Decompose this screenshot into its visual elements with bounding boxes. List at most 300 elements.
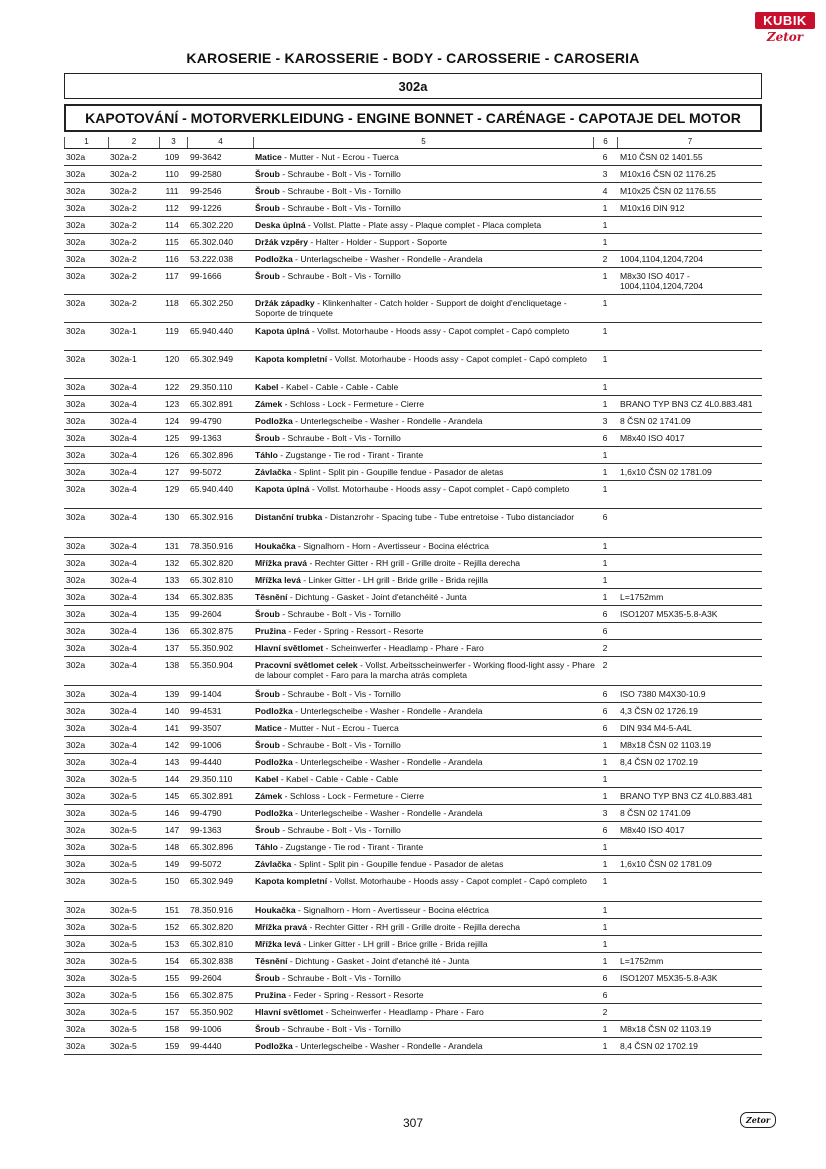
cell-description (255, 592, 595, 602)
cell-description (255, 740, 595, 750)
cell-description (255, 237, 595, 247)
description-translations: - Vollst. Motorhaube - Hoods assy - Capot complet - Capó completo (327, 876, 587, 886)
cell-quantity: 1 (602, 354, 608, 364)
cell-c4: 65.302.250 (190, 298, 234, 308)
cell-c1: 302a (66, 1041, 86, 1051)
cell-c4: 65.302.891 (190, 399, 234, 409)
cell-c4: 99-1363 (190, 825, 222, 835)
cell-note: M8x40 ISO 4017 (620, 433, 685, 443)
cell-note: 1,6x10 ČSN 02 1781.09 (620, 859, 712, 869)
cell-description (255, 643, 595, 653)
cell-c2: 302a-4 (110, 512, 137, 522)
description-translations: - Kabel - Cable - Cable - Cable (278, 774, 399, 784)
description-translations: - Vollst. Motorhaube - Hoods assy - Capot complet - Capó completo (327, 354, 587, 364)
description-main: Táhlo (255, 842, 278, 852)
cell-c4: 65.302.875 (190, 990, 234, 1000)
table-row (64, 183, 762, 200)
cell-quantity: 6 (602, 706, 608, 716)
cell-c4: 99-3642 (190, 152, 222, 162)
cell-description (255, 450, 595, 460)
cell-quantity: 1 (602, 905, 608, 915)
column-number: 7 (617, 137, 762, 148)
cell-c4: 29.350.110 (190, 382, 233, 392)
description-translations: - Schraube - Bolt - Vis - Tornillo (279, 433, 401, 443)
cell-quantity: 1 (602, 484, 608, 494)
cell-description (255, 558, 595, 568)
cell-c3: 151 (164, 905, 180, 915)
cell-c2: 302a-4 (110, 643, 137, 653)
cell-c1: 302a (66, 382, 86, 392)
description-translations: - Rechter Gitter - RH grill - Grille droite - Rejilla derecha (307, 558, 521, 568)
cell-quantity: 1 (602, 791, 608, 801)
cell-c1: 302a (66, 825, 86, 835)
description-main: Podložka (255, 706, 293, 716)
description-main: Zámek (255, 399, 283, 409)
cell-c3: 139 (164, 689, 180, 699)
table-row (64, 234, 762, 251)
description-translations: - Signalhorn - Horn - Avertisseur - Bocina eléctrica (295, 541, 489, 551)
description-translations: - Unterlegscheibe - Washer - Rondelle - Arandela (292, 1041, 483, 1051)
cell-note: M10x16 DIN 912 (620, 203, 685, 213)
description-translations: - Schraube - Bolt - Vis - Tornillo (279, 825, 401, 835)
cell-c1: 302a (66, 1007, 86, 1017)
table-row (64, 251, 762, 268)
cell-c2: 302a-4 (110, 706, 137, 716)
cell-description (255, 1007, 595, 1017)
cell-c2: 302a-4 (110, 740, 137, 750)
description-translations: - Splint - Split pin - Goupille fendue - Pasador de aletas (291, 859, 504, 869)
cell-c2: 302a-2 (110, 203, 137, 213)
cell-quantity: 1 (602, 467, 608, 477)
description-main: Kapota kompletní (255, 354, 328, 364)
cell-c1: 302a (66, 326, 86, 336)
cell-quantity: 1 (602, 450, 608, 460)
description-main: Matice (255, 723, 282, 733)
description-main: Mřížka pravá (255, 558, 308, 568)
cell-note: 1004,1104,1204,7204 (620, 254, 703, 264)
cell-c3: 157 (164, 1007, 180, 1017)
page-title: KAROSERIE - KAROSSERIE - BODY - CAROSSERIE - CAROSERIA (186, 50, 640, 66)
cell-c4: 65.940.440 (190, 326, 234, 336)
cell-c3: 119 (165, 326, 179, 336)
cell-quantity: 1 (602, 237, 608, 247)
description-translations: - Schraube - Bolt - Vis - Tornillo (279, 1024, 401, 1034)
cell-c4: 99-1226 (190, 203, 222, 213)
cell-c2: 302a-4 (110, 541, 137, 551)
cell-description (255, 399, 595, 409)
cell-c3: 134 (164, 592, 180, 602)
cell-c1: 302a (66, 271, 86, 281)
cell-c4: 55.350.904 (190, 660, 234, 670)
cell-quantity: 1 (602, 575, 608, 585)
cell-c1: 302a (66, 905, 86, 915)
cell-quantity: 6 (602, 609, 608, 619)
cell-c3: 127 (164, 467, 180, 477)
cell-c4: 99-2580 (190, 169, 222, 179)
description-translations: - Scheinwerfer - Headlamp - Phare - Faro (323, 643, 484, 653)
description-main: Podložka (255, 416, 293, 426)
cell-c2: 302a-4 (110, 484, 137, 494)
table-row (64, 217, 762, 234)
description-main: Šroub (255, 740, 280, 750)
cell-note: 8 ČSN 02 1741.09 (620, 416, 691, 426)
cell-note: BRANO TYP BN3 CZ 4L0.883.481 (620, 791, 753, 801)
cell-c3: 116 (165, 254, 179, 264)
cell-description (255, 689, 595, 699)
cell-c1: 302a (66, 791, 86, 801)
cell-description (255, 382, 595, 392)
cell-c4: 65.302.916 (190, 512, 234, 522)
description-translations: - Unterlegscheibe - Washer - Rondelle - Arandela (292, 706, 483, 716)
kubik-zetor-logo (755, 12, 815, 48)
cell-quantity: 3 (602, 808, 608, 818)
cell-c4: 99-1006 (190, 1024, 222, 1034)
cell-c2: 302a-5 (110, 859, 137, 869)
cell-c4: 55.350.902 (190, 643, 234, 653)
description-main: Kapota úplná (255, 326, 310, 336)
cell-c3: 153 (164, 939, 180, 949)
description-main: Držák vzpěry (255, 237, 309, 247)
cell-description (255, 1041, 595, 1051)
cell-quantity: 6 (602, 723, 608, 733)
cell-c3: 122 (164, 382, 180, 392)
cell-quantity: 6 (602, 990, 608, 1000)
cell-c3: 130 (164, 512, 180, 522)
description-main: Mřížka levá (255, 939, 301, 949)
cell-note: 8,4 ČSN 02 1702.19 (620, 757, 698, 767)
cell-c3: 138 (164, 660, 180, 670)
description-translations: - Signalhorn - Horn - Avertisseur - Bocina eléctrica (295, 905, 489, 915)
table-row (64, 873, 762, 902)
cell-c1: 302a (66, 973, 86, 983)
cell-c2: 302a-4 (110, 757, 137, 767)
cell-note: M8x40 ISO 4017 (620, 825, 685, 835)
cell-c1: 302a (66, 558, 86, 568)
cell-quantity: 6 (602, 512, 608, 522)
description-main: Závlačka (255, 859, 292, 869)
description-main: Matice (255, 152, 282, 162)
description-main: Šroub (255, 825, 280, 835)
cell-c1: 302a (66, 774, 86, 784)
description-translations: - Unterlegscheibe - Washer - Rondelle - Arandela (292, 757, 483, 767)
cell-c4: 99-2604 (190, 973, 222, 983)
table-row (64, 822, 762, 839)
description-translations: - Vollst. Motorhaube - Hoods assy - Capot complet - Capó completo (309, 326, 570, 336)
column-number: 4 (187, 137, 253, 148)
table-row (64, 538, 762, 555)
cell-c1: 302a (66, 450, 86, 460)
description-main: Houkačka (255, 541, 296, 551)
description-translations: - Schraube - Bolt - Vis - Tornillo (279, 973, 401, 983)
description-main: Distanční trubka (255, 512, 323, 522)
cell-quantity: 1 (602, 382, 608, 392)
cell-note: ISO1207 M5X35-5.8-A3K (620, 609, 718, 619)
table-row (64, 788, 762, 805)
parts-table (64, 149, 762, 1055)
description-main: Podložka (255, 757, 293, 767)
description-main: Šroub (255, 1024, 280, 1034)
description-main: Kapota kompletní (255, 876, 328, 886)
table-row (64, 754, 762, 771)
cell-c2: 302a-1 (110, 354, 137, 364)
cell-c4: 99-4790 (190, 416, 222, 426)
description-main: Deska úplná (255, 220, 306, 230)
cell-quantity: 2 (602, 660, 608, 670)
description-main: Pružina (255, 990, 287, 1000)
cell-c4: 99-5072 (190, 859, 222, 869)
cell-c2: 302a-5 (110, 808, 137, 818)
cell-c3: 154 (164, 956, 180, 966)
cell-description (255, 512, 595, 522)
cell-c2: 302a-4 (110, 416, 137, 426)
cell-note: L=1752mm (620, 956, 664, 966)
cell-c3: 158 (164, 1024, 180, 1034)
table-row (64, 379, 762, 396)
cell-c1: 302a (66, 237, 86, 247)
cell-c4: 65.302.875 (190, 626, 234, 636)
cell-c1: 302a (66, 467, 86, 477)
cell-c4: 99-4440 (190, 757, 222, 767)
cell-c3: 115 (165, 237, 179, 247)
table-row (64, 623, 762, 640)
cell-c1: 302a (66, 220, 86, 230)
cell-c3: 149 (164, 859, 180, 869)
cell-description (255, 467, 595, 477)
description-translations: - Dichtung - Gasket - Joint d'etanché ité - Junta (287, 956, 470, 966)
cell-c4: 99-4790 (190, 808, 222, 818)
cell-note: M8x30 ISO 4017 - 1004,1104,1204,7204 (620, 271, 703, 291)
description-translations: - Mutter - Nut - Ecrou - Tuerca (281, 723, 399, 733)
cell-c1: 302a (66, 152, 86, 162)
cell-description (255, 298, 595, 318)
table-row (64, 606, 762, 623)
cell-description (255, 939, 595, 949)
cell-c4: 99-3507 (190, 723, 222, 733)
zetor-logo-text: Zetor (766, 30, 804, 44)
description-main: Držák západky (255, 298, 315, 308)
cell-note: 1,6x10 ČSN 02 1781.09 (620, 467, 712, 477)
cell-c1: 302a (66, 433, 86, 443)
cell-quantity: 1 (602, 1041, 608, 1051)
description-main: Šroub (255, 169, 280, 179)
table-row (64, 351, 762, 379)
cell-c4: 65.302.810 (190, 939, 234, 949)
description-main: Mřížka levá (255, 575, 301, 585)
cell-c1: 302a (66, 541, 86, 551)
cell-c2: 302a-4 (110, 399, 137, 409)
cell-c1: 302a (66, 512, 86, 522)
cell-quantity: 1 (602, 220, 608, 230)
cell-c2: 302a-5 (110, 990, 137, 1000)
cell-c2: 302a-5 (110, 939, 137, 949)
cell-quantity: 6 (602, 973, 608, 983)
cell-quantity: 6 (602, 152, 608, 162)
cell-c3: 118 (165, 298, 179, 308)
cell-description (255, 825, 595, 835)
description-translations: - Linker Gitter - LH grill - Brice grille - Brida rejilla (300, 939, 488, 949)
cell-description (255, 484, 595, 494)
cell-quantity: 6 (602, 825, 608, 835)
cell-c1: 302a (66, 1024, 86, 1034)
cell-c3: 159 (164, 1041, 180, 1051)
cell-description (255, 876, 595, 886)
table-row (64, 657, 762, 686)
cell-c4: 65.302.810 (190, 575, 234, 585)
cell-quantity: 1 (602, 592, 608, 602)
table-row (64, 464, 762, 481)
cell-c3: 152 (164, 922, 180, 932)
column-number: 6 (593, 137, 617, 148)
section-title: KAPOTOVÁNÍ - MOTORVERKLEIDUNG - ENGINE BONNET - CARÉNAGE - CAPOTAJE DEL MOTOR (64, 104, 762, 132)
cell-quantity: 1 (602, 740, 608, 750)
cell-c2: 302a-5 (110, 905, 137, 915)
cell-c1: 302a (66, 254, 86, 264)
cell-c1: 302a (66, 859, 86, 869)
cell-c2: 302a-2 (110, 237, 137, 247)
cell-c2: 302a-4 (110, 382, 137, 392)
cell-c2: 302a-2 (110, 152, 137, 162)
cell-description (255, 757, 595, 767)
cell-description (255, 660, 595, 680)
description-translations: - Zugstange - Tie rod - Tirant - Tirante (277, 450, 424, 460)
description-main: Pracovní světlomet celek (255, 660, 358, 670)
cell-c4: 65.302.838 (190, 956, 234, 966)
cell-c3: 114 (165, 220, 179, 230)
cell-description (255, 1024, 595, 1034)
table-row (64, 902, 762, 919)
cell-c4: 78.350.916 (190, 541, 234, 551)
cell-c3: 117 (165, 271, 179, 281)
description-main: Šroub (255, 433, 280, 443)
cell-quantity: 1 (602, 298, 608, 308)
table-row (64, 149, 762, 166)
cell-c4: 78.350.916 (190, 905, 234, 915)
cell-description (255, 791, 595, 801)
cell-c1: 302a (66, 592, 86, 602)
cell-quantity: 1 (602, 558, 608, 568)
cell-c1: 302a (66, 706, 86, 716)
column-number: 2 (108, 137, 159, 148)
description-translations: - Schraube - Bolt - Vis - Tornillo (279, 203, 401, 213)
description-main: Šroub (255, 609, 280, 619)
cell-c2: 302a-5 (110, 1024, 137, 1034)
table-row (64, 987, 762, 1004)
description-translations: - Linker Gitter - LH grill - Bride grille - Brida rejilla (300, 575, 489, 585)
description-main: Podložka (255, 1041, 293, 1051)
description-translations: - Schraube - Bolt - Vis - Tornillo (279, 740, 401, 750)
cell-note: M10 ČSN 02 1401.55 (620, 152, 703, 162)
cell-quantity: 1 (602, 859, 608, 869)
cell-description (255, 220, 595, 230)
cell-c2: 302a-5 (110, 1041, 137, 1051)
cell-c3: 126 (164, 450, 180, 460)
column-number-header (64, 137, 762, 149)
cell-quantity: 2 (602, 254, 608, 264)
cell-c2: 302a-2 (110, 254, 137, 264)
cell-c3: 142 (164, 740, 180, 750)
cell-c2: 302a-4 (110, 558, 137, 568)
description-main: Pružina (255, 626, 287, 636)
cell-c4: 65.940.440 (190, 484, 234, 494)
description-translations: - Schraube - Bolt - Vis - Tornillo (279, 689, 401, 699)
cell-c4: 99-4531 (190, 706, 222, 716)
cell-c1: 302a (66, 186, 86, 196)
cell-c1: 302a (66, 808, 86, 818)
cell-quantity: 1 (602, 326, 608, 336)
cell-c2: 302a-4 (110, 592, 137, 602)
cell-c4: 99-2546 (190, 186, 222, 196)
cell-note: DIN 934 M4-5-A4L (620, 723, 692, 733)
cell-c3: 109 (164, 152, 180, 162)
cell-c2: 302a-5 (110, 922, 137, 932)
cell-description (255, 254, 595, 264)
description-main: Šroub (255, 186, 280, 196)
cell-c3: 143 (164, 757, 180, 767)
cell-note: 4,3 ČSN 02 1726.19 (620, 706, 698, 716)
cell-c4: 99-4440 (190, 1041, 222, 1051)
cell-c3: 140 (164, 706, 180, 716)
cell-c1: 302a (66, 416, 86, 426)
cell-c3: 132 (164, 558, 180, 568)
zetor-footer-logo: Zetor (740, 1112, 776, 1128)
description-main: Zámek (255, 791, 283, 801)
cell-description (255, 354, 595, 364)
group-code: 302a (64, 73, 762, 99)
cell-description (255, 433, 595, 443)
cell-c3: 135 (164, 609, 180, 619)
table-row (64, 323, 762, 351)
table-row (64, 396, 762, 413)
description-translations: - Schloss - Lock - Fermeture - Cierre (282, 791, 425, 801)
table-row (64, 720, 762, 737)
cell-c4: 99-1404 (190, 689, 222, 699)
cell-c4: 65.302.220 (190, 220, 234, 230)
column-number: 5 (253, 137, 593, 148)
cell-c2: 302a-5 (110, 956, 137, 966)
cell-c2: 302a-4 (110, 609, 137, 619)
description-translations: - Klinkenhalter - Catch holder - Support de doight d'encliquetage - Soporte de trinquete (255, 298, 567, 318)
cell-c2: 302a-2 (110, 220, 137, 230)
description-translations: - Zugstange - Tie rod - Tirant - Tirante (277, 842, 424, 852)
table-row (64, 703, 762, 720)
cell-description (255, 905, 595, 915)
description-translations: - Rechter Gitter - RH grill - Grille droite - Rejilla derecha (307, 922, 521, 932)
cell-quantity: 1 (602, 203, 608, 213)
cell-quantity: 1 (602, 939, 608, 949)
cell-quantity: 6 (602, 689, 608, 699)
cell-c3: 156 (164, 990, 180, 1000)
description-translations: - Schloss - Lock - Fermeture - Cierre (282, 399, 425, 409)
description-main: Kabel (255, 382, 279, 392)
description-main: Šroub (255, 973, 280, 983)
cell-c4: 99-1666 (190, 271, 222, 281)
cell-c3: 123 (164, 399, 180, 409)
cell-c1: 302a (66, 484, 86, 494)
table-row (64, 481, 762, 509)
cell-description (255, 859, 595, 869)
cell-c3: 146 (164, 808, 180, 818)
cell-c3: 112 (165, 203, 179, 213)
cell-c3: 129 (164, 484, 180, 494)
cell-c1: 302a (66, 842, 86, 852)
cell-c3: 137 (164, 643, 180, 653)
cell-c4: 65.302.896 (190, 450, 234, 460)
cell-c1: 302a (66, 939, 86, 949)
cell-c4: 99-1363 (190, 433, 222, 443)
cell-description (255, 774, 595, 784)
cell-c4: 99-1006 (190, 740, 222, 750)
cell-quantity: 1 (602, 541, 608, 551)
